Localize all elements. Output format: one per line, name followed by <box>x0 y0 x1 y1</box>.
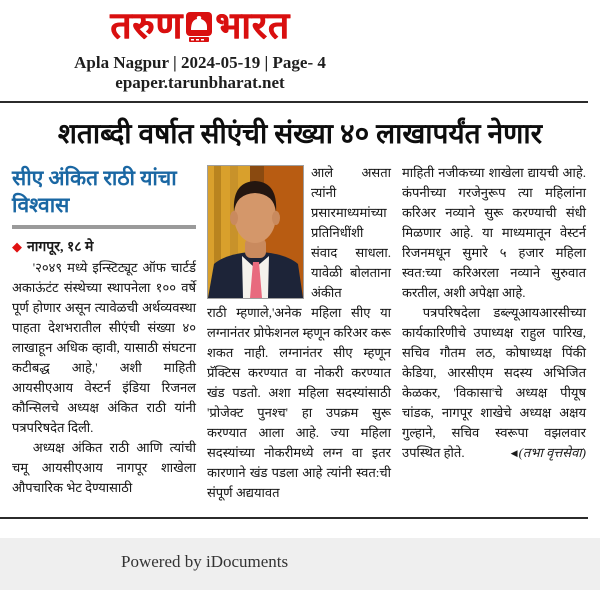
masthead-logo <box>0 6 400 48</box>
epaper-site-url: epaper.tarunbharat.net <box>115 73 285 92</box>
epaper-header <box>0 0 400 93</box>
paragraph: माहिती नजीकच्या शाखेला द्यायची आहे. कंपनीच्या गरजेनुरूप त्या महिलांना करिअर नव्याने सुरू करण्याची संधी मिळणार आहे. या माध्यमातून वेस्टर्न रिजनमधून सुमारे ५ हजार महिला स्वत:च्या करिअरला नव्याने सुरुवात करतील, अशी अपेक्षा आहे. <box>402 165 586 300</box>
subheadline-divider <box>12 225 196 229</box>
credit-text: (तभा वृत्तसेवा) <box>518 445 586 460</box>
masthead-word-tarun: तरुण <box>110 6 184 47</box>
credit-arrow-icon: ◀ <box>510 448 518 458</box>
ankit-rathi-photo <box>207 165 304 299</box>
epaper-footer <box>0 538 600 590</box>
article-subheadline: सीए अंकित राठी यांचा विश्वास <box>12 166 177 217</box>
paragraph: आले असता त्यांनी प्रसारमाध्यमांच्या प्रतिनिधींशी संवाद साधला. यावेळी बोलताना अंकीत <box>311 165 391 300</box>
article-bottom-divider <box>0 517 588 519</box>
header-divider <box>0 101 588 103</box>
article-body <box>0 163 600 503</box>
paragraph: राठी म्हणाले,'अनेक महिला सीए या लग्नानंतर प्रोफेशनल म्हणून करिअर करू शकत नाही. लग्नानंतर सीए म्हणून प्रॅक्टिस करण्यात वा नोकरी करण्यात खंड पडतो. अशा महिला सदस्यांसाठी 'प्रोजेक्ट पुनश्च' हा उपक्रम सुरू करण्यात आला आहे. ज्या महिला सदस्यांच्या नोकरीमध्ये लग्न वा इतर कारणाने खंड पडला आहे त्यांनी स्वत:ची संपूर्ण अद्ययावत <box>207 305 391 500</box>
dateline-text: नागपूर, १८ मे <box>27 240 94 255</box>
edition-date-page-line: Apla Nagpur | 2024-05-19 | Page- 4 <box>74 53 326 72</box>
paragraph: पत्रपरिषदेला डब्ल्यूआयआरसीच्या कार्यकारिणीचे उपाध्यक्ष राहुल पारिख, सचिव गौतम लठ, कोषाध्यक्ष पिंकी केडिया, आरसीएम सदस्य अभिजित केळकर, 'विकासा'चे अध्यक्ष पीयूष चांडक, नागपूर शाखेचे अध्यक्ष अक्षय गुल्हाने, सचिव स्वरूपा वझलवार उपस्थित होते. <box>402 305 586 460</box>
masthead-word-bharat: भारत <box>215 6 290 47</box>
article-headline: शताब्दी वर्षात सीएंची संख्या ४० लाखापर्यंत नेणार <box>57 119 543 150</box>
article-column-2 <box>207 163 391 503</box>
paragraph: '२०४९ मध्ये इन्स्टिट्यूट ऑफ चार्टर्ड अकाऊंटंट संस्थेच्या स्थापनेला १०० वर्षे पूर्ण होणार असून त्यावेळची अर्थव्यवस्था पाहता देशभरातील सीएंची संख्या ४० लाखाहून अधिक व्हावी, यासाठी संघटना कटीबद्ध आहे,' अशी माहिती आयसीएआय वेस्टर्न इंडिया रिजनल कौन्सिलचे अध्यक्ष अंकित राठी यांनी पत्रपरिषदेत दिली. <box>12 260 196 435</box>
dateline <box>12 237 196 256</box>
paragraph: अध्यक्ष अंकित राठी आणि त्यांची चमू आयसीएआय नागपूर शाखेला औपचारिक भेट देण्यासाठी <box>12 440 196 495</box>
masthead-emblem-icon <box>186 12 212 44</box>
article-column-3 <box>402 163 586 463</box>
article-column-1 <box>12 163 196 498</box>
powered-by-label: Powered by iDocuments <box>121 552 289 571</box>
diamond-bullet-icon: ◆ <box>12 239 22 254</box>
